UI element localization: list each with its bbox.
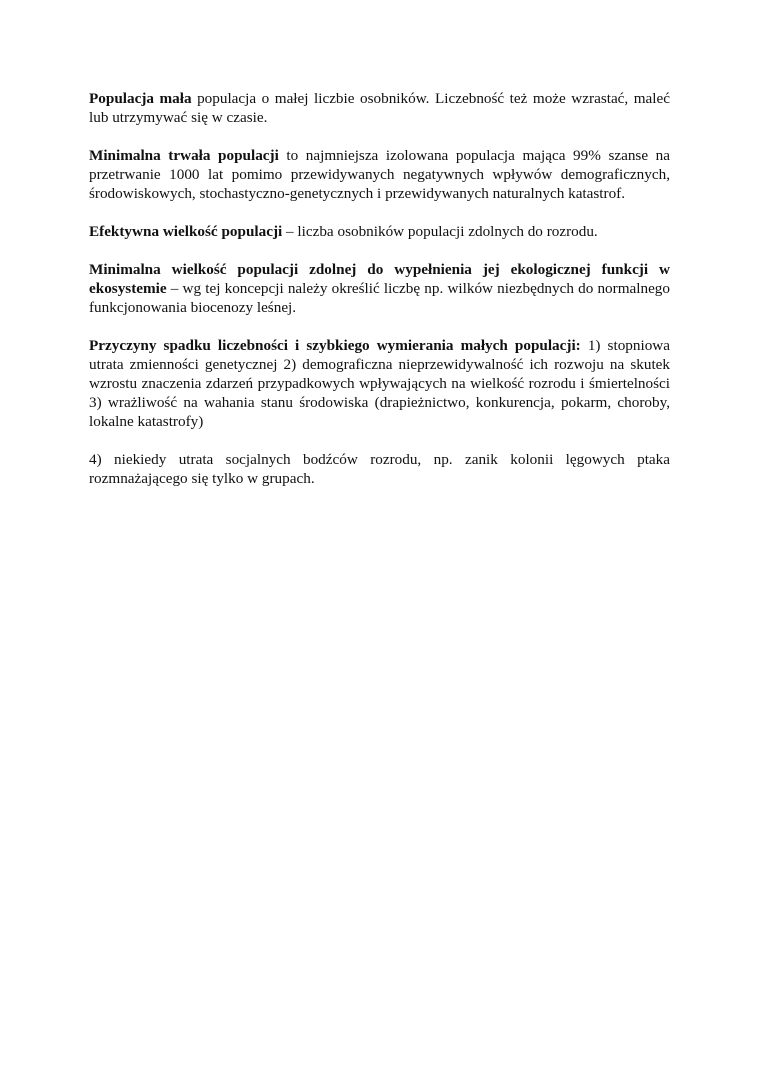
- term-efektywna-wielkosc: Efektywna wielkość populacji: [89, 223, 283, 240]
- paragraph-minimalna-wielkosc-ekologiczna: [89, 260, 670, 317]
- paragraph-efektywna-wielkosc: [89, 222, 670, 241]
- paragraph-minimalna-trwala-populacja: [89, 146, 670, 203]
- definition-minimalna-wielkosc-ekologiczna: – wg tej koncepcji należy określić liczbę np. wilków niezbędnych do normalnego funkcjonowania biocenozy leśnej.: [89, 280, 670, 316]
- paragraph-przyczyna-4: [89, 450, 670, 488]
- term-minimalna-trwala-populacja: Minimalna trwała populacji: [89, 147, 279, 164]
- definition-przyczyny-spadku: 1) stopniowa utrata zmienności genetycznej 2) demograficzna nieprzewidywalność ich rozwoju na skutek wzrostu znaczenia zdarzeń przypadkowych wpływających na wielkość rozrodu i śmiertelności 3) wrażliwość na wahania stanu środowiska (drapieżnictwo, konkurencja, pokarm, choroby, lokalne katastrofy): [89, 337, 670, 430]
- definition-populacja-mala: populacja o małej liczbie osobników. Liczebność też może wzrastać, maleć lub utrzymywać się w czasie.: [89, 90, 671, 126]
- term-minimalna-wielkosc-ekologiczna: Minimalna wielkość populacji zdolnej do wypełnienia jej ekologicznej funkcji w ekosystemie: [89, 261, 670, 297]
- paragraph-populacja-mala: [89, 89, 670, 127]
- term-przyczyny-spadku: Przyczyny spadku liczebności i szybkiego wymierania małych populacji:: [89, 337, 581, 354]
- definition-minimalna-trwala-populacja: to najmniejsza izolowana populacja mająca 99% szanse na przetrwanie 1000 lat pomimo przewidywanych negatywnych wpływów demograficznych, środowiskowych, stochastyczno-genetycznych i przewidywanych naturalnych katastrof.: [89, 147, 670, 202]
- term-populacja-mala: Populacja mała: [89, 90, 192, 107]
- definition-efektywna-wielkosc: – liczba osobników populacji zdolnych do rozrodu.: [282, 223, 598, 240]
- definition-przyczyna-4: 4) niekiedy utrata socjalnych bodźców rozrodu, np. zanik kolonii lęgowych ptaka rozmnażającego się tylko w grupach.: [89, 451, 670, 487]
- paragraph-przyczyny-spadku: [89, 336, 670, 431]
- document-body: [89, 89, 670, 507]
